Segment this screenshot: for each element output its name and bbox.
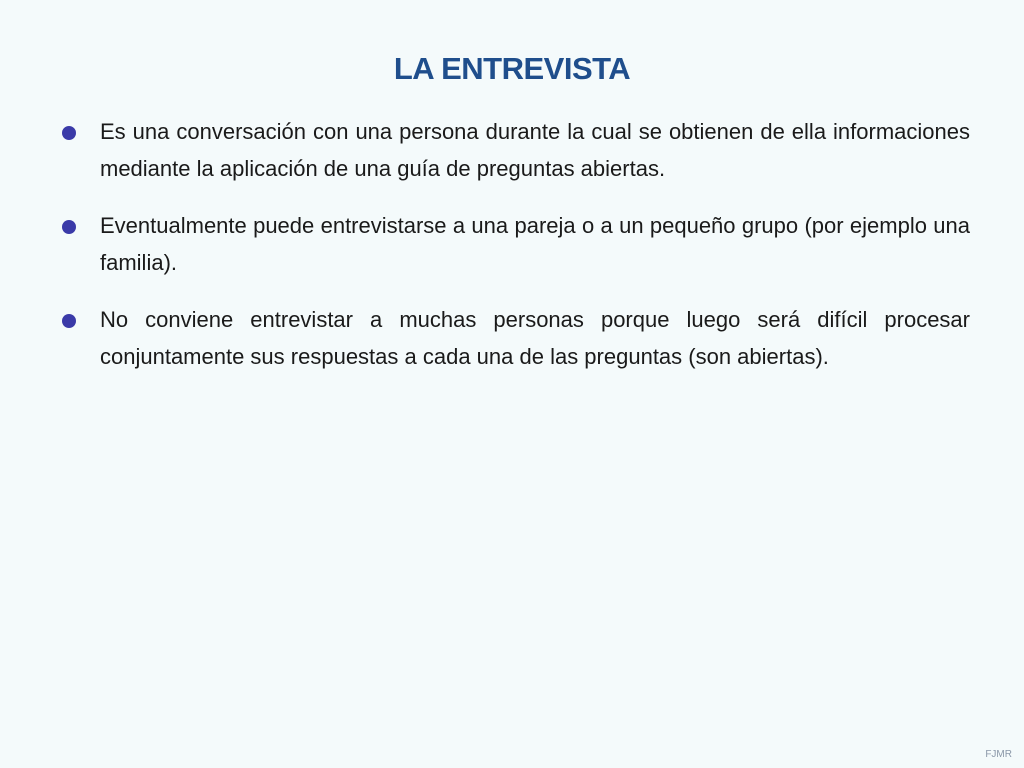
bullet-list <box>60 113 970 395</box>
bullet-text: No conviene entrevistar a muchas personas porque luego será difícil procesar conjuntamente sus respuestas a cada una de las preguntas (son abiertas). <box>100 307 970 369</box>
bullet-item <box>60 301 970 375</box>
bullet-item <box>60 207 970 281</box>
footer-initials: FJMR <box>985 749 1012 760</box>
bullet-dot-icon <box>62 126 76 140</box>
bullet-text: Eventualmente puede entrevistarse a una pareja o a un pequeño grupo (por ejemplo una familia). <box>100 213 970 275</box>
bullet-dot-icon <box>62 314 76 328</box>
bullet-text: Es una conversación con una persona durante la cual se obtienen de ella informaciones mediante la aplicación de una guía de preguntas abiertas. <box>100 119 970 181</box>
bullet-item <box>60 113 970 187</box>
bullet-dot-icon <box>62 220 76 234</box>
slide-title: LA ENTREVISTA <box>393 51 631 86</box>
